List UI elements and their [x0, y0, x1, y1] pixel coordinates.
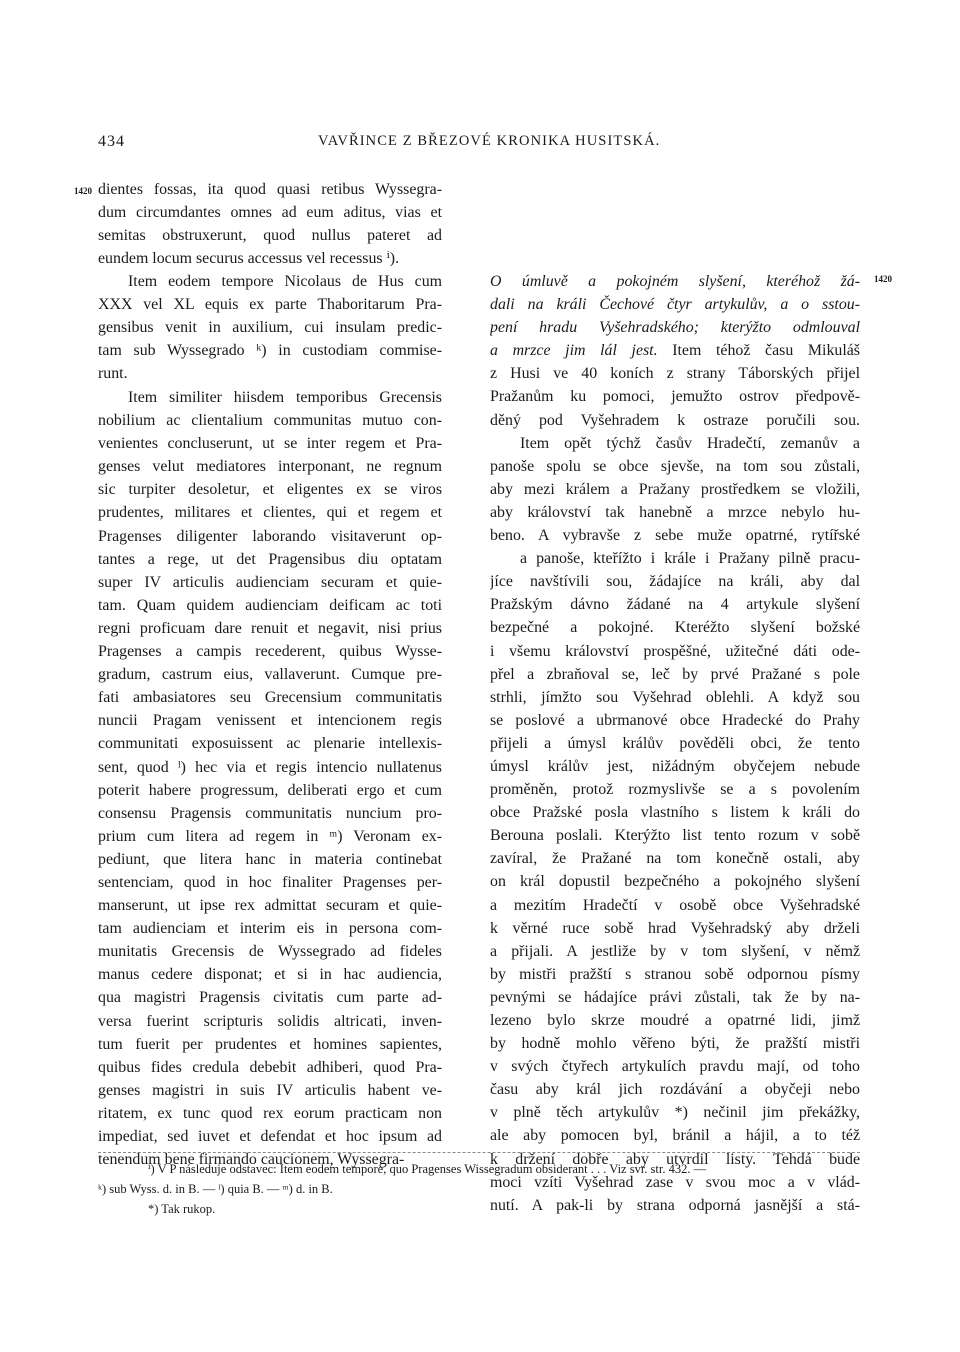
text-line: v svých čtyřech artykulích pravdu mají, od toho	[490, 1058, 860, 1076]
text-line: Berouna poslali. Kterýžto list tento rozum v sobě	[490, 827, 860, 845]
text-line: přel a zbraňoval se, leč by prvé Pražané s pole	[490, 665, 860, 683]
text-line: runt.	[98, 365, 128, 383]
text-line: zavíral, že Pražané na tom konečně ostali, aby	[490, 850, 860, 868]
text-line: Item similiter hiisdem temporibus Grecensis	[128, 389, 442, 406]
text-line: k držení dobře aby utvrdil listy. Tehdá bude	[490, 1150, 860, 1168]
text-line: super IV articulis audienciam securam et quie-	[98, 573, 442, 591]
text-line: manus cedere disponat; et si in hac audiencia,	[98, 966, 442, 984]
margin-year-left: 1420	[74, 186, 92, 196]
footnote-asterisk: *) Tak rukop.	[148, 1202, 216, 1216]
text-line: Item opět týchž časův Hradečtí, zemanův a	[520, 434, 860, 452]
czech-heading-end: a mrzce jim lál jest.	[490, 342, 658, 360]
text-line: munitatis Grecensis de Wyssegrado ad fideles	[98, 943, 442, 961]
text-line: aby mezi králem a Pražany prostředkem se vložili,	[490, 480, 860, 498]
text-line: sent, quod ˡ) hec via et regis intencio nullatenus	[98, 758, 442, 776]
text-line: venientes concluserunt, ut se inter regem et Pra-	[98, 435, 442, 453]
text-line: sic turpiter desoletur, et eligentes ex se viros	[98, 481, 442, 499]
czech-heading-line: dali na králi Čechové čtyr artykulův, a o sstou-	[490, 296, 860, 314]
text-line: genses magistri in suis IV articulis habent ve-	[98, 1081, 442, 1099]
text-line: fati ambasiatores seu Grecensium communitatis	[98, 689, 442, 707]
text-line: přijeli a úmysl králův pověděli obci, že tento	[490, 734, 860, 752]
text-line: versa fuerint scripturis solidis altricati, inven-	[98, 1012, 442, 1030]
text-line: tam sub Wyssegrado ᵏ) in custodiam commise-	[98, 342, 442, 360]
text-line: proměněn, protož rozmyslivše se a s povolením	[490, 781, 860, 799]
text-line: impediat, sed iuvet et defendat et hoc ipsum ad	[98, 1128, 442, 1145]
text-line: beno. A vybravše z sebe muže opatrné, rytířské	[490, 527, 860, 545]
text-line: aby království tak hanebně a mrzce nebylo hu-	[490, 503, 860, 521]
text-line: regni proficuam dare renuit et negavit, nisi prius	[98, 619, 442, 637]
text-line: lezeno bylo skrze moudré a opatrné lidi, jimž	[490, 1012, 860, 1029]
text-line: bezpečné a pokojné. Kteréžto slyšení božské	[490, 619, 860, 637]
czech-heading-line: pení hradu Vyšehradského; kterýžto odmlouval	[490, 319, 860, 337]
text-line: tantes a rege, ut det Pragensibus diu optatam	[98, 550, 442, 568]
czech-heading-line: O úmluvě a pokojném slyšení, kteréhož žá-	[490, 273, 860, 290]
text-line: moci vzíti Vyšehrad zase v svou moc a v vlád-	[490, 1173, 860, 1191]
footnote-i: ⁱ) V P následuje odstavec: Item eodem tempore, quo Pragenses Wissegradum obsiderant . . . Viz svr. str. 432. —	[148, 1162, 707, 1176]
text-line: XXX vel XL equis ex parte Thaboritarum Pra-	[98, 296, 442, 314]
text-line: prudentes, militares et clientes, qui et regem et	[98, 504, 442, 522]
czech-column	[490, 270, 860, 1217]
text-line: qua magistri Pragensis civitatis cum parte ad-	[98, 989, 442, 1007]
text-line: se poslové a ubrmanové obce Hradecké do Prahy	[490, 711, 860, 729]
text-line: k věrné ruce sobě hrad Vyšehradský aby drželi	[490, 919, 860, 937]
text-line: z Husi ve 40 koních z strany Táborských přijel	[490, 365, 860, 383]
text-line: communitati exposuissent ac plenarie intellexis-	[98, 735, 442, 753]
text-line: prium cum litera ad regem in ᵐ) Veronam ex-	[98, 827, 442, 845]
text-line: quibus fides credula debebit adhiberi, quod Pra-	[98, 1058, 442, 1076]
text-line: tam. Quam quidem audienciam deificam ac toti	[98, 596, 442, 614]
text-line: úmysl králův jest, nižádným obyčejem nebude	[490, 757, 860, 775]
text-line: on král dopustil bezpečného a pokojného slyšení	[490, 873, 860, 891]
text-line: poterit habere progressum, deliberati ergo et cum	[98, 781, 442, 799]
footnote-k-l-m: ᵏ) sub Wyss. d. in B. — ˡ) quia B. — ᵐ) d. in B.	[98, 1182, 333, 1196]
text-line: strhli, jímžto sou Vyšehrad oblehli. A když sou	[490, 688, 860, 706]
text-line: by mistři pražští s stranou sobě odpornou písmy	[490, 965, 860, 983]
text-line: nobilium ac clientalium communitas mutuo con-	[98, 412, 442, 430]
text-line: Item eodem tempore Nicolaus de Hus cum	[128, 273, 442, 290]
text-line: gensibus venit in auxilium, cui insulam predic-	[98, 319, 442, 337]
text-line: panoše spolu se obce sjevše, na tom sou zůstali,	[490, 457, 860, 475]
text-line: a panoše, kteřížto i krále i Pražany pilně pracu-	[520, 550, 860, 568]
text-line: tam audienciam et interim eis in persona com-	[98, 920, 442, 938]
running-title: VAVŘINCE Z BŘEZOVÉ KRONIKA HUSITSKÁ.	[318, 133, 661, 149]
text-line: eundem locum securus accessus vel recessus ⁱ).	[98, 250, 400, 268]
text-line: genses velut mediatores interponant, ne regnum	[98, 458, 442, 476]
text-line: manserunt, ut ipse rex admittat securam et quie-	[98, 897, 442, 915]
text-line: jíce navštívili sou, žádajíce na králi, aby dal	[490, 573, 860, 591]
text-line: gradum, castrum eius, vallaverunt. Cumque pre-	[98, 666, 442, 684]
text-line: tenendum bene firmando caucionem, Wyssegra-	[98, 1151, 405, 1169]
latin-block-1	[98, 178, 442, 270]
text-line: Pražským dávno žádané na 4 artykule slyšení	[490, 596, 860, 614]
text-line: nutí. A pak-li by strana odporná jasnější a stá-	[490, 1196, 860, 1214]
czech-heading-tail: Item téhož času Mikuláš	[672, 342, 860, 360]
text-line: obce Pražské posla vlastního s listem k králi do	[490, 804, 860, 822]
text-line: Pragenses a campis recederent, quibus Wysse-	[98, 643, 442, 661]
text-line: i všemu království prospěšné, užitečné dáti ode-	[490, 642, 860, 660]
text-line: v plně těch artykulův *) nečinil jim překážky,	[490, 1104, 860, 1122]
latin-block-3	[98, 386, 442, 1171]
text-line: semitas obstruxerunt, quod nullus pateret ad	[98, 227, 442, 245]
text-line: a přijali. A jestliže by v tom slyšení, v němž	[490, 942, 860, 960]
text-line: ale aby pomocen byl, bránil a hájil, a to též	[490, 1127, 860, 1145]
text-line: by hodně mohlo věřeno býti, že pražští mistři	[490, 1035, 860, 1053]
czech-text-lines	[490, 362, 860, 1216]
text-line: pevnými se hádajíce právi zůstali, tak že by na-	[490, 988, 860, 1006]
text-line: sentenciam, quod in hoc finaliter Pragenses per-	[98, 873, 442, 891]
footnote-separator	[98, 1152, 860, 1153]
page-number: 434	[98, 133, 125, 150]
text-line: consensu Pragensis communitatis nuncium pro-	[98, 804, 442, 822]
text-line: Pražanům ku pomoci, jemužto ostrov předpově-	[490, 388, 860, 406]
text-line: času aby král jich rozdávání a obyčeji nebo	[490, 1081, 860, 1099]
text-line: nuncii Pragam venissent et intencionem regis	[98, 712, 442, 730]
text-line: a mezitím Hradečtí v osobě obce Vyšehradské	[490, 896, 860, 914]
text-line: Pragenses diligenter laborando visitaverunt op-	[98, 527, 442, 545]
text-line: ritatem, ex tunc quod rex eorum practicam non	[98, 1104, 442, 1122]
margin-year-right: 1420	[874, 274, 892, 284]
text-line: dientes fossas, ita quod quasi retibus Wyssegra-	[98, 181, 442, 198]
text-line: tum fuerit per prudentes et homines sapientes,	[98, 1035, 442, 1053]
text-line: dum circumdantes omnes ad eum aditus, vias et	[98, 204, 442, 222]
czech-heading-last-line	[490, 339, 860, 362]
latin-block-2	[98, 270, 442, 385]
text-line: pediunt, que litera hanc in materia continebat	[98, 850, 442, 868]
text-line: děný pod Vyšehradem k ostraze poručili sou.	[490, 411, 860, 429]
